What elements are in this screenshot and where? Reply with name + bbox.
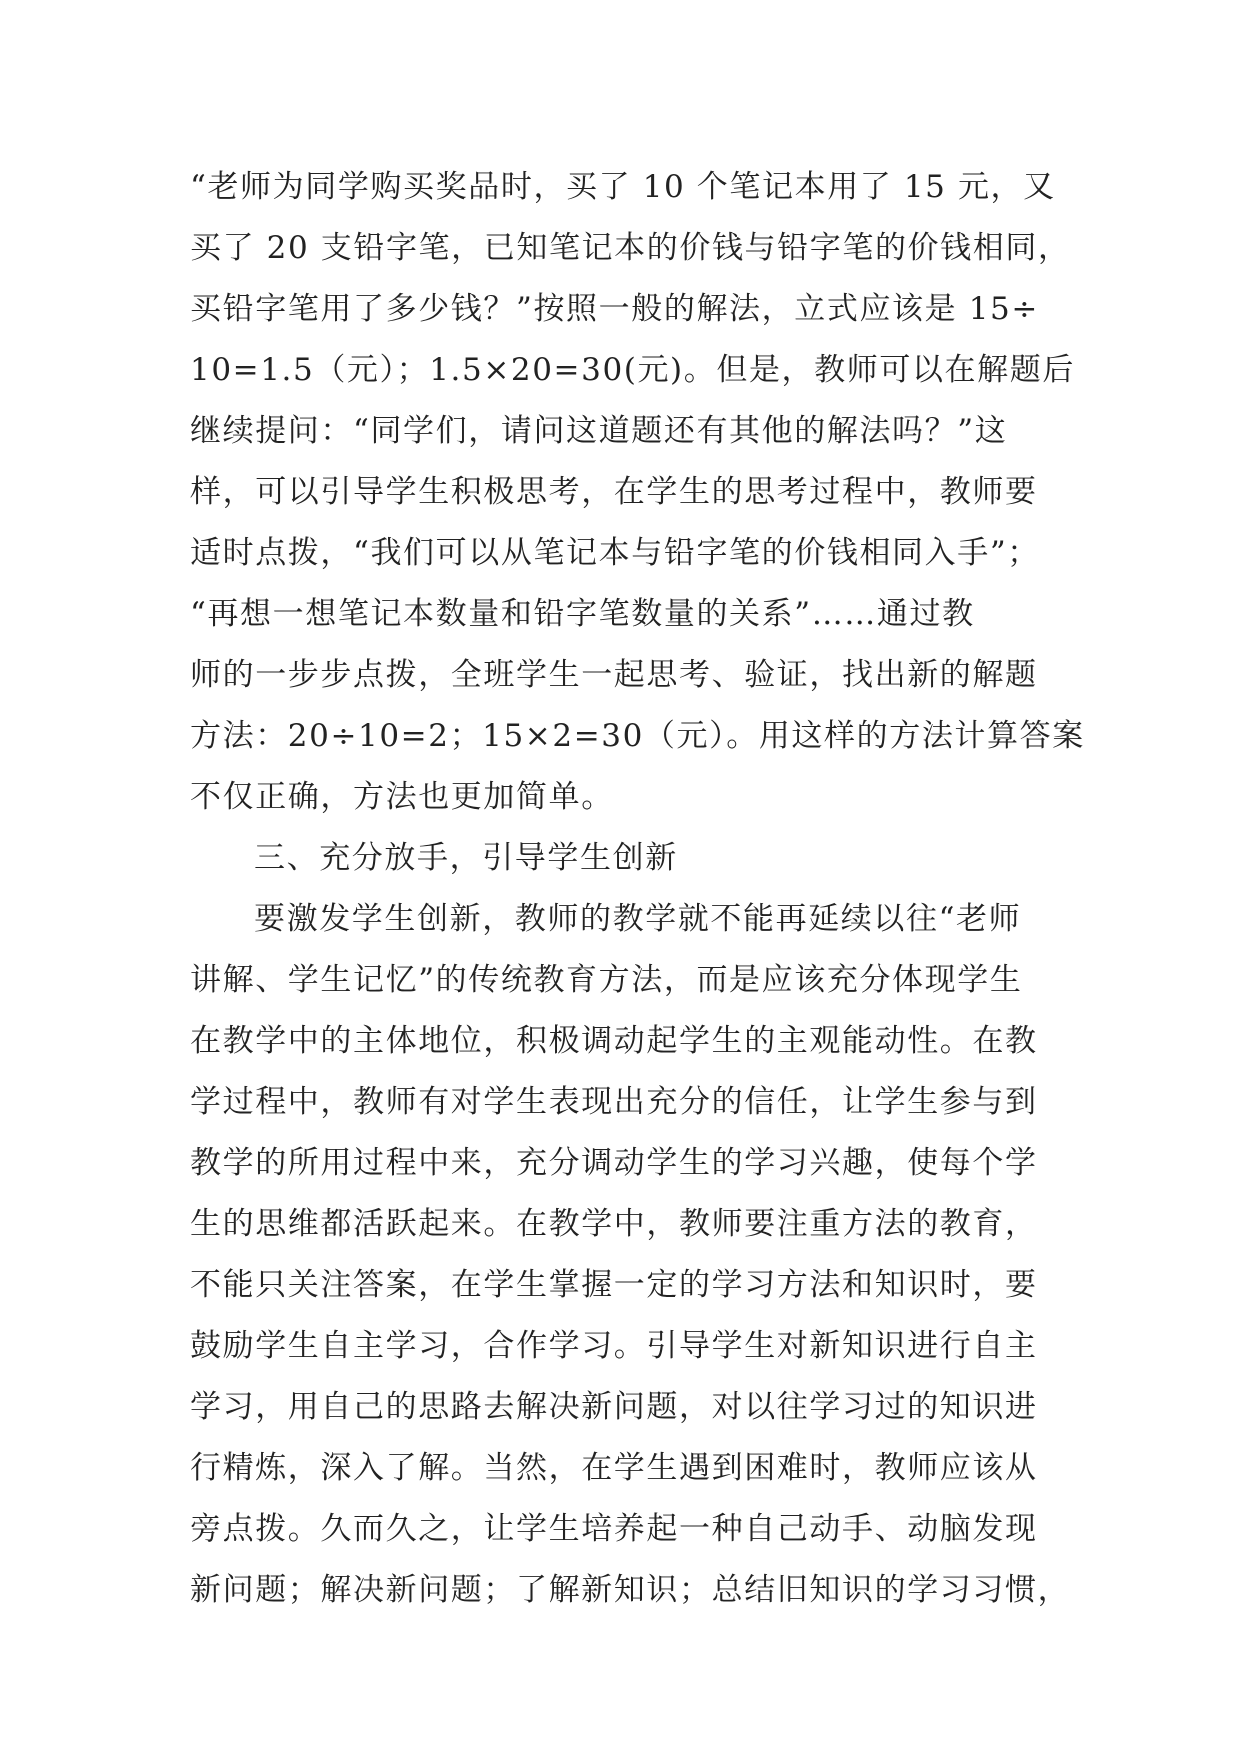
text-line: 不能只关注答案，在学生掌握一定的学习方法和知识时，要 — [190, 1267, 1038, 1303]
text-line: 学习，用自己的思路去解决新问题，对以往学习过的知识进 — [190, 1389, 1038, 1425]
text-line: 学过程中，教师有对学生表现出充分的信任，让学生参与到 — [190, 1084, 1038, 1120]
section-heading: 三、充分放手，引导学生创新 — [254, 840, 678, 876]
text-line: 生的思维都活跃起来。在教学中，教师要注重方法的教育， — [190, 1206, 1038, 1242]
paragraph-first-line: 要激发学生创新，教师的教学就不能再延续以往“老师 — [254, 901, 1022, 937]
text-line: 不仅正确，方法也更加简单。 — [190, 779, 614, 815]
text-line: 旁点拨。久而久之，让学生培养起一种自己动手、动脑发现 — [190, 1511, 1038, 1547]
text-line: 继续提问：“同学们，请问这道题还有其他的解法吗？”这 — [190, 413, 1008, 449]
text-line: 教学的所用过程中来，充分调动学生的学习兴趣，使每个学 — [190, 1145, 1038, 1181]
text-line: 在教学中的主体地位，积极调动起学生的主观能动性。在教 — [190, 1023, 1038, 1059]
text-line: 行精炼，深入了解。当然，在学生遇到困难时，教师应该从 — [190, 1450, 1038, 1486]
text-line: 样，可以引导学生积极思考，在学生的思考过程中，教师要 — [190, 474, 1038, 510]
text-line: 新问题；解决新问题；了解新知识；总结旧知识的学习习惯， — [190, 1572, 1071, 1608]
text-line: 鼓励学生自主学习，合作学习。引导学生对新知识进行自主 — [190, 1328, 1038, 1364]
text-line: “再想一想笔记本数量和铅字笔数量的关系”……通过教 — [190, 596, 975, 632]
text-line: 讲解、学生记忆”的传统教育方法，而是应该充分体现学生 — [190, 962, 1023, 998]
text-line: 师的一步步点拨，全班学生一起思考、验证，找出新的解题 — [190, 657, 1038, 693]
text-line: 10=1.5（元）；1.5×20=30(元)。但是，教师可以在解题后 — [190, 352, 1075, 388]
text-line: 适时点拨，“我们可以从笔记本与铅字笔的价钱相同入手”； — [190, 535, 1040, 571]
body-text — [190, 157, 1085, 1621]
text-line: “老师为同学购买奖品时，买了 10 个笔记本用了 15 元，又 — [190, 169, 1056, 205]
text-line: 买铅字笔用了多少钱？”按照一般的解法，立式应该是 15÷ — [190, 291, 1039, 327]
text-line: 方法：20÷10=2；15×2=30（元）。用这样的方法计算答案 — [190, 718, 1085, 754]
text-line: 买了 20 支铅字笔，已知笔记本的价钱与铅字笔的价钱相同， — [190, 230, 1071, 266]
